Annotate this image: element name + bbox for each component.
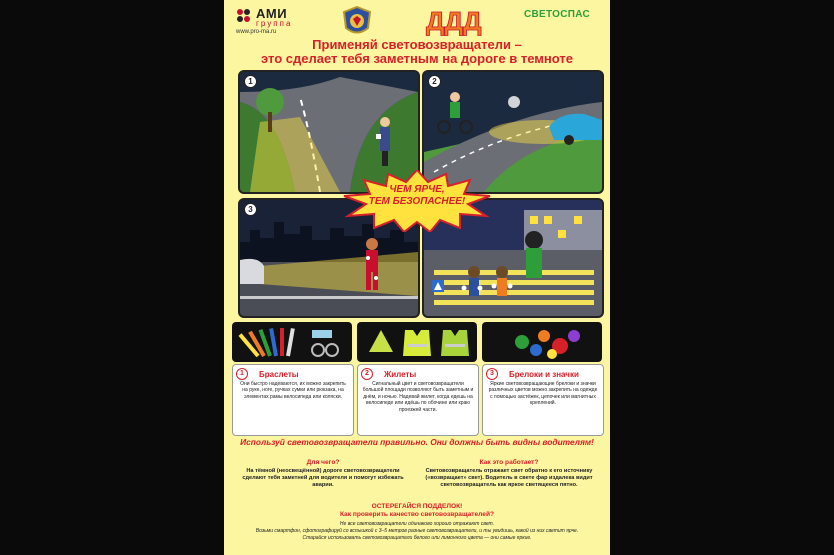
headline-line1: Применяй световозвращатели – (312, 37, 522, 52)
card-body: Сигнальный цвет и световозвращатели большой площади позволяют быть заметным и днём, и ночью. Надевай жилет, когда едешь на велосипеде или идёшь по обочине или краю проезжей части. (362, 381, 474, 413)
ddd-logo-text: ДДД (426, 6, 482, 36)
card-number: 3 (486, 368, 498, 380)
why-answer: На тёмной (неосвещённой) дороге световозвращатели сделают тебя заметней для водителя и помогут избежать аварии. (242, 468, 404, 488)
ami-logo-url: www.pro-ma.ru (236, 29, 277, 35)
card-body: Яркие световозвращающие брелоки и значки различных цветов можно закрепить на одежде с помощью застёжек, цепочек или магнитных креплений. (488, 381, 598, 407)
card-title: Браслеты (259, 370, 299, 379)
card-number: 2 (361, 368, 373, 380)
poster (224, 0, 610, 555)
card-number: 1 (236, 368, 248, 380)
usage-rule: Используй световозвращатели правильно. Они должны быть видны водителям! (240, 437, 594, 447)
ami-logo-sub: группа (256, 19, 293, 28)
gibdd-emblem-icon (342, 6, 372, 38)
keychains-icon (482, 322, 602, 362)
footer-line1: Не все световозвращатели одинаково хорошо отражают свет. (339, 521, 495, 527)
bracelets-icon (232, 322, 352, 362)
ami-dots-icon (236, 8, 254, 22)
logo-row (224, 0, 610, 38)
caution-line1: ОСТЕРЕГАЙСЯ ПОДДЕЛОК! (371, 503, 463, 510)
card-vests (357, 364, 479, 436)
burst-text (342, 184, 492, 208)
panel-number-1: 1 (244, 75, 257, 88)
keychains-image (482, 322, 602, 362)
ddd-logo-icon (424, 4, 494, 38)
burst-line2: ТЕМ БЕЗОПАСНЕЕ! (368, 196, 466, 207)
footer-line2: Возьми смартфон, сфотографируй со вспышкой с 3–5 метров разные световозвращатели, и ты увидишь, какой из них светит ярче. (255, 528, 579, 534)
card-bracelets (232, 364, 354, 436)
svetospas-logo: СВЕТОСПАС (524, 9, 591, 20)
bracelets-image (232, 322, 352, 362)
burst-line1: ЧЕМ ЯРЧЕ, (389, 184, 445, 195)
slogan-burst (342, 170, 492, 232)
ami-logo-name: АМИ (256, 6, 288, 21)
how-question: Как это работает? (479, 459, 539, 466)
page-title (224, 38, 610, 66)
vests-icon (357, 322, 477, 362)
why-question: Для чего? (306, 459, 340, 466)
panel-number-2: 2 (428, 75, 441, 88)
panel-number-3: 3 (244, 203, 257, 216)
how-answer: Световозвращатель отражает свет обратно к его источнику («возвращает» свет). Водитель в свете фар издалека видит световозвращатель как яркое светящееся пятно. (425, 468, 593, 488)
card-title: Жилеты (384, 370, 417, 379)
card-title: Брелоки и значки (509, 370, 579, 379)
vests-image (357, 322, 477, 362)
headline-line2: это сделает тебя заметным на дороге в темноте (261, 51, 573, 66)
footer-notes (224, 521, 610, 542)
footer-line3: Старайся использовать световозвращатели белого или лимонного цвета — они самые яркие. (302, 535, 532, 541)
caution-block (224, 503, 610, 519)
caution-line2: Как проверить качество световозвращателей? (339, 511, 495, 518)
ami-group-logo (236, 6, 306, 36)
card-body: Они быстро надеваются, их можно закрепить на руке, ноге, ручках сумки или рюкзака, на элементах рамы велосипеда или коляски. (240, 381, 346, 400)
card-keychains (482, 364, 604, 436)
